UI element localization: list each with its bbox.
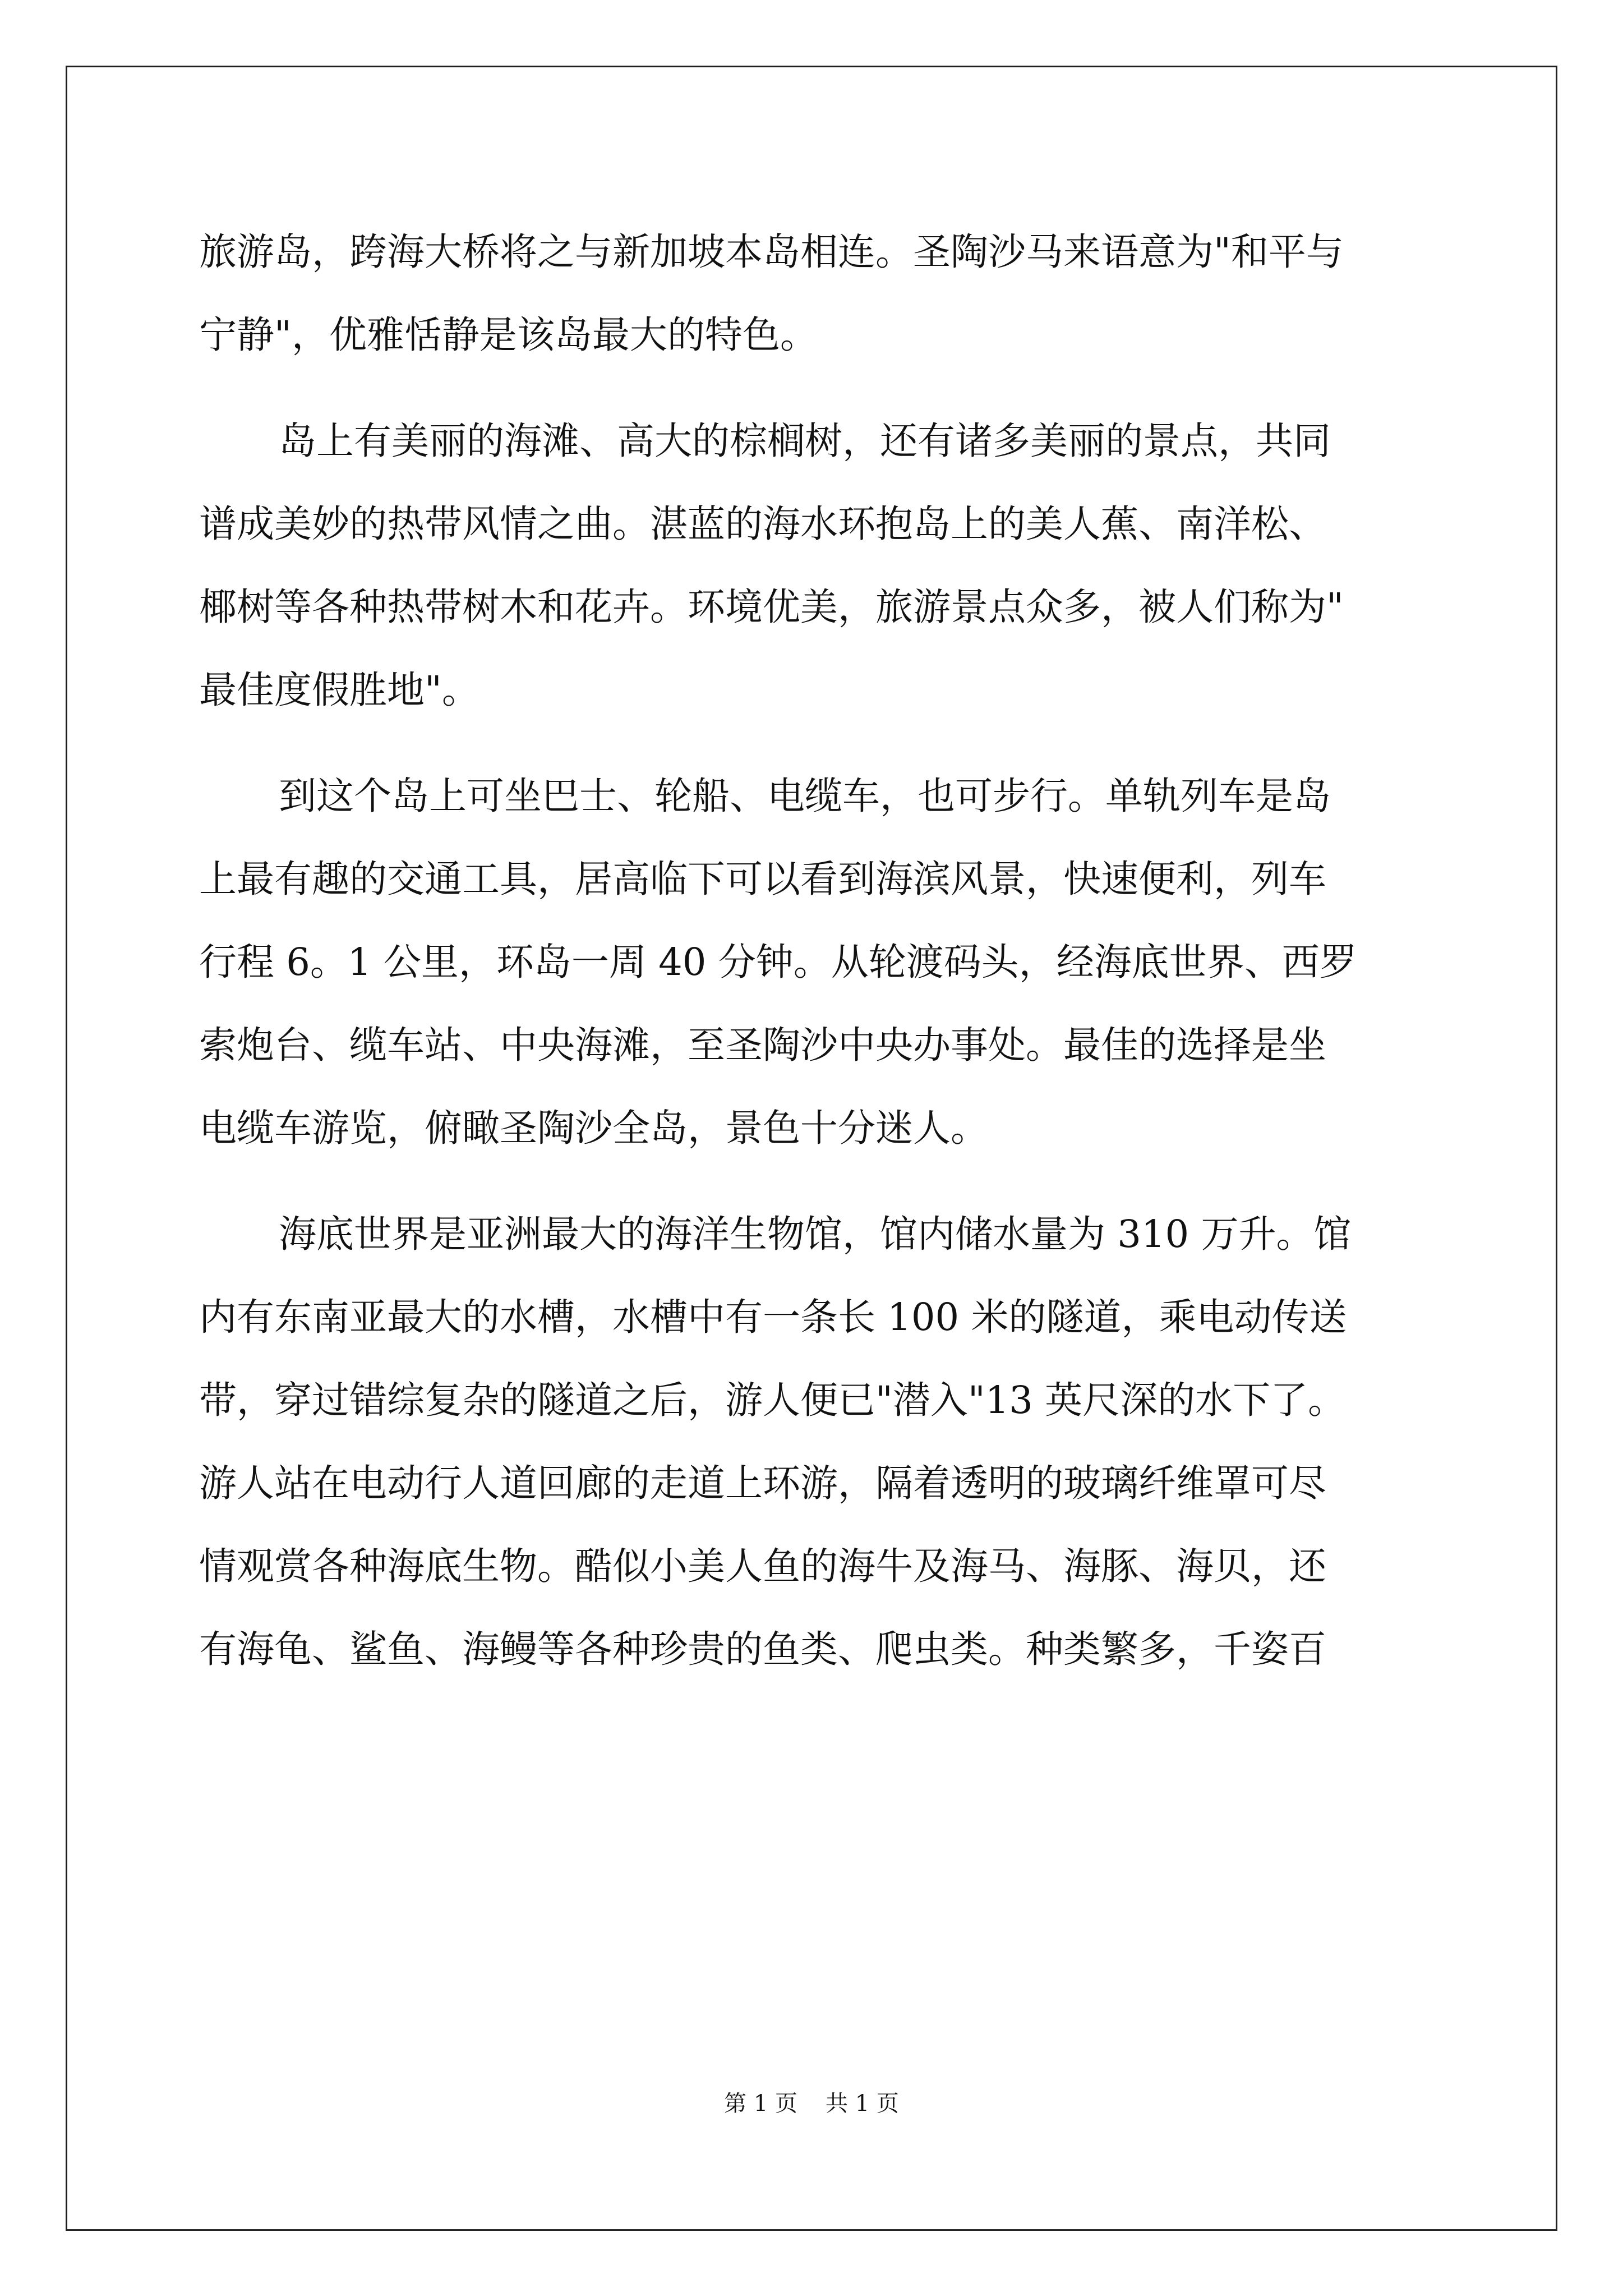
page-number-current: 第 1 页: [724, 2091, 797, 2116]
text-line: 内有东南亚最大的水槽，水槽中有一条长 100 米的隧道，乘电动传送: [199, 1295, 1347, 1339]
text-line: 情观赏各种海底生物。酷似小美人鱼的海牛及海马、海豚、海贝，还: [199, 1544, 1326, 1588]
text-line: 海底世界是亚洲最大的海洋生物馆，馆内储水量为 310 万升。馆: [279, 1212, 1352, 1256]
text-line: 谱成美妙的热带风情之曲。湛蓝的海水环抱岛上的美人蕉、南洋松、: [199, 502, 1326, 546]
page-number-total: 共 1 页: [826, 2091, 899, 2116]
text-line: 到这个岛上可坐巴士、轮船、电缆车，也可步行。单轨列车是岛: [279, 774, 1331, 818]
text-line: 上最有趣的交通工具，居高临下可以看到海滨风景，快速便利，列车: [199, 857, 1326, 901]
text-line: 岛上有美丽的海滩、高大的棕榈树，还有诸多美丽的景点，共同: [279, 419, 1331, 463]
text-line: 旅游岛，跨海大桥将之与新加坡本岛相连。圣陶沙马来语意为"和平与: [199, 230, 1344, 274]
document-body: [199, 210, 1427, 1691]
text-line: 宁静"，优雅恬静是该岛最大的特色。: [199, 313, 818, 357]
text-line: 索炮台、缆车站、中央海滩，至圣陶沙中央办事处。最佳的选择是坐: [199, 1023, 1326, 1067]
page-footer: [0, 2087, 1623, 2120]
text-line: 游人站在电动行人道回廊的走道上环游，隔着透明的玻璃纤维罩可尽: [199, 1461, 1326, 1505]
text-line: 最佳度假胜地"。: [199, 668, 479, 712]
text-line: 带，穿过错综复杂的隧道之后，游人便已"潜入"13 英尺深的水下了。: [199, 1378, 1346, 1422]
text-line: 有海龟、鲨鱼、海鳗等各种珍贵的鱼类、爬虫类。种类繁多，千姿百: [199, 1627, 1326, 1671]
text-line: 电缆车游览，俯瞰圣陶沙全岛，景色十分迷人。: [199, 1106, 988, 1150]
text-line: 行程 6。1 公里，环岛一周 40 分钟。从轮渡码头，经海底世界、西罗: [199, 940, 1357, 984]
text-line: 椰树等各种热带树木和花卉。环境优美，旅游景点众多，被人们称为": [199, 585, 1344, 629]
